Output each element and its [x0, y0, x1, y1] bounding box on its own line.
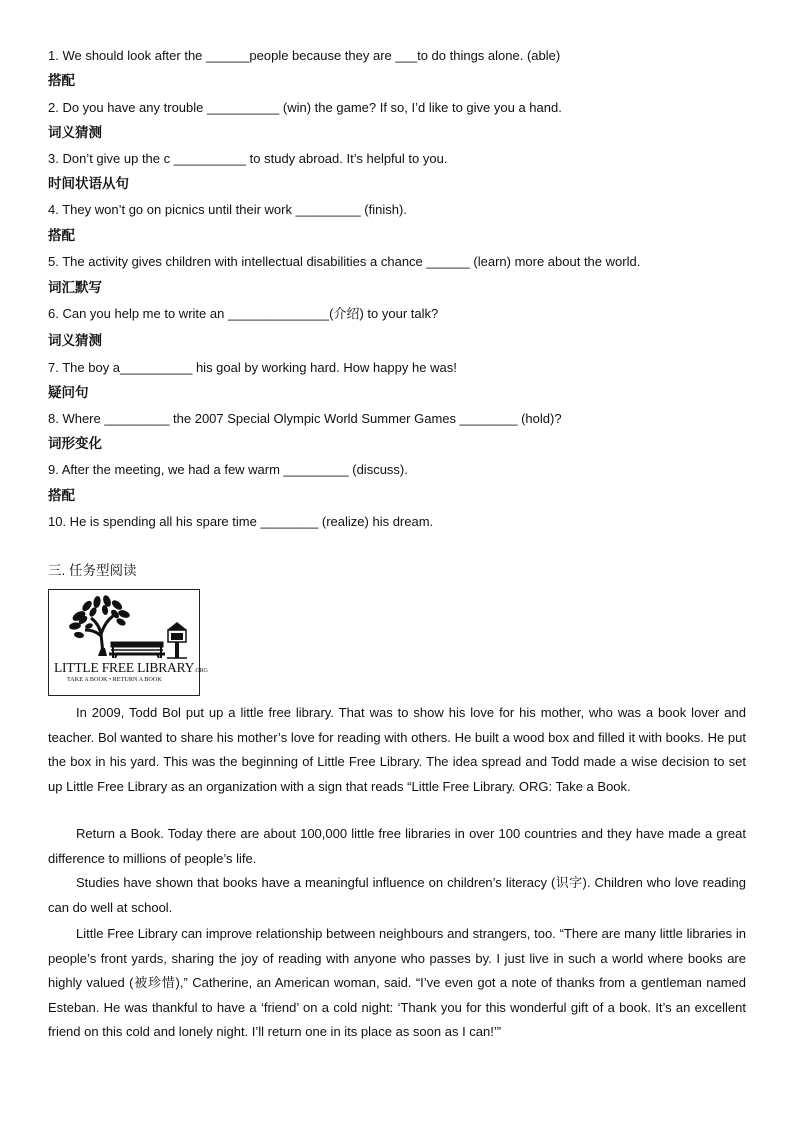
- logo-title: LITTLE FREE LIBRARY: [54, 660, 195, 675]
- question-tag: 词汇默写: [48, 280, 102, 295]
- little-free-library-logo: [48, 589, 208, 696]
- question-3: 3. Don’t give up the c __________ to study abroad. It’s helpful to you.: [48, 151, 448, 166]
- paragraph-2: Return a Book. Today there are about 100,000 little free libraries in over 100 countries and they have made a great difference to millions of people’s life.: [48, 826, 746, 866]
- logo-subtitle: TAKE A BOOK • RETURN A BOOK: [67, 676, 162, 683]
- paragraph-1: In 2009, Todd Bol put up a little free library. That was to show his love for his mother, who was a book lover and teacher. Bol wanted to share his mother’s love for reading with others. He built a wood box and filled it with books. He put the box in his yard. This was the beginning of Little Free Library. The idea spread and Todd made a wise decision to set up Little Free Library as an organization with a sign that reads “Little Free Library. ORG: Take a Book.: [48, 705, 746, 794]
- question-7: 7. The boy a__________ his goal by working hard. How happy he was!: [48, 360, 457, 375]
- section-title: 三. 任务型阅读: [48, 563, 137, 578]
- question-1: 1. We should look after the ______people because they are ___to do things alone. (able): [48, 48, 561, 63]
- question-tag: 词义猜测: [48, 333, 102, 348]
- question-6: 6. Can you help me to write an ______________(介绍) to your talk?: [48, 306, 439, 321]
- question-9: 9. After the meeting, we had a few warm _________ (discuss).: [48, 462, 408, 477]
- question-8: 8. Where _________ the 2007 Special Olympic World Summer Games ________ (hold)?: [48, 411, 562, 426]
- paragraph-3: Studies have shown that books have a meaningful influence on children’s literacy (识字). Children who love reading can do well at school.: [48, 875, 746, 915]
- question-tag: 搭配: [48, 488, 75, 503]
- question-tag: 搭配: [48, 73, 75, 88]
- question-tag: 词义猜测: [48, 125, 102, 140]
- question-tag: 时间状语从句: [48, 176, 129, 191]
- question-5: 5. The activity gives children with intellectual disabilities a chance ______ (learn) more about the world.: [48, 254, 641, 269]
- question-10: 10. He is spending all his spare time ________ (realize) his dream.: [48, 514, 434, 529]
- question-tag: 疑问句: [48, 385, 89, 400]
- question-2: 2. Do you have any trouble __________ (win) the game? If so, I’d like to give you a hand.: [48, 100, 562, 115]
- question-tag: 搭配: [48, 228, 75, 243]
- paragraph-4: Little Free Library can improve relationship between neighbours and strangers, too. “There are many little libraries in people’s front yards, sharing the joy of reading with anyone who passes by. I just live in such a world where books are highly valued (被珍惜),” Catherine, an American woman, said. “I’ve even got a note of thanks from a gentleman named Esteban. He was thankful to have a ‘friend’ on a cold night: ‘Thank you for this wonderful gift of a book. It’s an excellent friend on this cold and lonely night. I’ll return one in its place as soon as I can!’”: [48, 926, 746, 1039]
- logo-title-suffix: .ORG: [194, 668, 208, 674]
- question-tag: 词形变化: [48, 436, 102, 451]
- question-4: 4. They won’t go on picnics until their work _________ (finish).: [48, 202, 407, 217]
